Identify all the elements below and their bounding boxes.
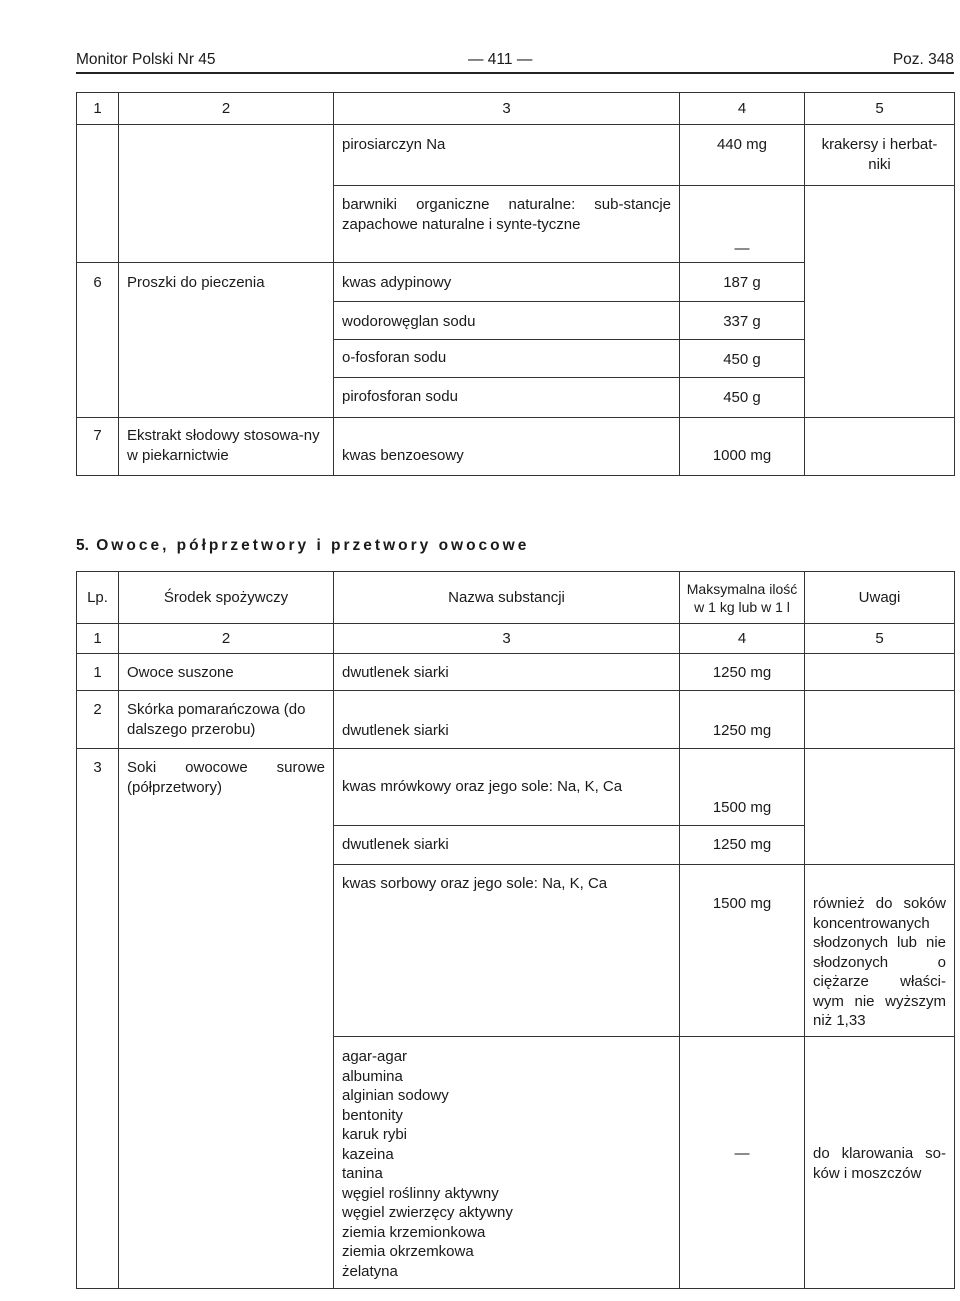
colnum-4: 4 <box>680 624 805 654</box>
list-item: bentonity <box>342 1106 403 1124</box>
table-row <box>77 186 955 263</box>
list-item: agar-agar <box>342 1048 408 1065</box>
column-number-row <box>77 624 955 654</box>
max-amount: — <box>680 1037 805 1289</box>
max-amount: 450 g <box>680 378 805 418</box>
colnum-3: 3 <box>334 624 680 654</box>
list-item: ziemia okrzemkowa <box>342 1243 474 1260</box>
substance-name: o-fosforan sodu <box>334 340 680 378</box>
table-row <box>77 826 955 865</box>
substance-name: kwas mrówkowy oraz jego sole: Na, K, Ca <box>334 749 680 826</box>
colnum-1: 1 <box>77 624 119 654</box>
journal-title: Monitor Polski Nr 45 <box>76 51 216 68</box>
row-number: 6 <box>77 263 119 302</box>
row-number: 3 <box>77 749 119 826</box>
table-row <box>77 1037 955 1289</box>
table-row <box>77 418 955 476</box>
page-header <box>76 50 954 70</box>
position-number: Poz. 348 <box>892 51 954 68</box>
table-row <box>77 302 955 340</box>
table-row <box>77 865 955 1037</box>
colnum-5: 5 <box>805 624 955 654</box>
table-row <box>77 378 955 418</box>
list-item: alginian sodowy <box>342 1087 449 1104</box>
list-item: albumina <box>342 1067 403 1085</box>
max-amount: — <box>680 186 805 263</box>
table-fruit-products <box>76 571 955 1289</box>
list-item: węgiel zwierzęcy aktywny <box>342 1204 513 1221</box>
max-amount: 450 g <box>680 340 805 378</box>
colnum-1: 1 <box>77 93 119 125</box>
section-number: 5. <box>76 537 89 554</box>
column-number-row <box>77 93 955 125</box>
table-row <box>77 125 955 186</box>
max-amount: 440 mg <box>680 125 805 186</box>
colnum-4: 4 <box>680 93 805 125</box>
table-row <box>77 749 955 826</box>
colnum-5: 5 <box>805 93 955 125</box>
substance-name: dwutlenek siarki <box>334 654 680 691</box>
list-item: węgiel roślinny aktywny <box>342 1184 499 1202</box>
substance-name: dwutlenek siarki <box>334 691 680 749</box>
header-row <box>77 572 955 624</box>
colnum-2: 2 <box>119 93 334 125</box>
substance-name: pirofosforan sodu <box>334 378 680 418</box>
row-number: 1 <box>77 654 119 691</box>
header-remarks: Uwagi <box>805 572 955 624</box>
section-title: Owoce, półprzetwory i przetwory owocowe <box>96 537 530 554</box>
food-product: Owoce suszone <box>119 654 334 691</box>
substance-name: barwniki organiczne naturalne: sub-stancje zapachowe naturalne i synte-tyczne <box>334 186 680 263</box>
substance-name: kwas benzoesowy <box>334 418 680 476</box>
max-amount: 1500 mg <box>680 865 805 1037</box>
header-food-product: Środek spożywczy <box>119 572 334 624</box>
food-product: Proszki do pieczenia <box>119 263 334 302</box>
header-lp: Lp. <box>77 572 119 624</box>
food-product: Soki owocowe surowe (półprzetwory) <box>119 749 334 826</box>
substance-name: kwas adypinowy <box>334 263 680 302</box>
food-product: Skórka pomarańczowa (do dalszego przerobu) <box>119 691 334 749</box>
table-continuation <box>76 92 955 476</box>
list-item: karuk rybi <box>342 1126 408 1143</box>
substance-name: wodorowęglan sodu <box>334 302 680 340</box>
row-number: 2 <box>77 691 119 749</box>
remarks: do klarowania so-ków i moszczów <box>805 1037 955 1289</box>
header-max-amount: Maksymalna ilość w 1 kg lub w 1 l <box>680 572 805 624</box>
remarks: również do soków koncentrowanych słodzonych lub nie słodzonych o ciężarze właści-wym nie wyższym niż 1,33 <box>805 865 955 1037</box>
max-amount: 1250 mg <box>680 691 805 749</box>
section-heading <box>76 536 529 556</box>
remarks: krakersy i herbat-niki <box>805 125 955 186</box>
colnum-3: 3 <box>334 93 680 125</box>
max-amount: 337 g <box>680 302 805 340</box>
table-row <box>77 263 955 302</box>
header-rule <box>76 72 954 74</box>
substance-name: dwutlenek siarki <box>334 826 680 865</box>
max-amount: 187 g <box>680 263 805 302</box>
substance-name: pirosiarczyn Na <box>334 125 680 186</box>
table-row <box>77 340 955 378</box>
header-substance-name: Nazwa substancji <box>334 572 680 624</box>
row-number: 7 <box>77 418 119 476</box>
list-item: tanina <box>342 1165 383 1182</box>
max-amount: 1250 mg <box>680 826 805 865</box>
max-amount: 1000 mg <box>680 418 805 476</box>
colnum-2: 2 <box>119 624 334 654</box>
list-item: kazeina <box>342 1145 394 1163</box>
max-amount: 1250 mg <box>680 654 805 691</box>
list-item: ziemia krzemionkowa <box>342 1223 486 1241</box>
max-amount: 1500 mg <box>680 749 805 826</box>
food-product: Ekstrakt słodowy stosowa-ny w piekarnictwie <box>119 418 334 476</box>
table-row <box>77 654 955 691</box>
list-item: żelatyna <box>342 1262 398 1280</box>
page-number: — 411 — <box>468 51 533 68</box>
substance-name: kwas sorbowy oraz jego sole: Na, K, Ca <box>334 865 680 1037</box>
clarifying-agents <box>334 1037 680 1289</box>
table-row <box>77 691 955 749</box>
